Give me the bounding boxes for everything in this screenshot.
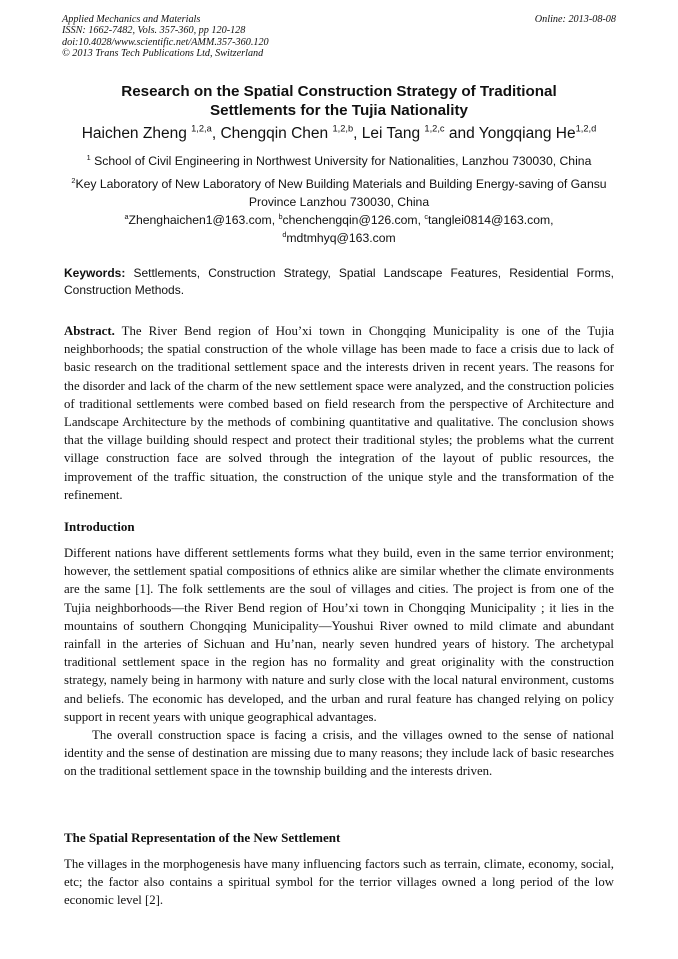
keywords-block — [64, 265, 614, 299]
email-address: mdtmhyq@163.com — [286, 230, 396, 245]
affiliation-1 — [62, 153, 616, 171]
abstract-label: Abstract. — [64, 324, 115, 338]
introduction-heading: Introduction — [64, 519, 135, 534]
title-line-2: Settlements for the Tujia Nationality — [210, 102, 468, 119]
abstract-text: The River Bend region of Hou’xi town in Chongqing Municipality is one of the Tujia neighborhoods; the spatial construction of the whole village has been made to face a crisis due to lack of basic research on the traditional settlement space and the interests driven in recent years. The reasons for the disorder and lack of the charm of the new settlement space were analyzed, and the construction policies of traditional settlements were combed based on field research from the perspective of Architecture and Landscape Architecture by the methods of combining quantitative and qualitative. The conclusion shows that the village building should respect and protect their traditional styles; the problems what the current village construction face are solved through the integration of the layout of public resources, the improvement of the traffic situation, the construction of the unique style and the transformation of the refinement. — [64, 324, 614, 502]
abstract-block — [64, 322, 614, 504]
author-superscript: 1,2,c — [424, 123, 445, 134]
affiliation-2 — [62, 176, 616, 211]
email-separator: , — [550, 213, 554, 227]
email-mark: d — [282, 229, 287, 239]
doi-line: doi:10.4028/www.scientific.net/AMM.357-360.120 — [62, 36, 269, 48]
author-separator: , — [353, 125, 362, 142]
spatial-representation-heading: The Spatial Representation of the New Settlement — [64, 830, 341, 845]
email-separator: , — [417, 213, 425, 227]
journal-name: Applied Mechanics and Materials — [62, 14, 201, 25]
author-superscript: 1,2,d — [575, 123, 597, 134]
email-mark: b — [278, 211, 283, 221]
affiliation-mark: 2 — [71, 175, 76, 185]
introduction-body — [64, 544, 614, 781]
affiliation-text: Key Laboratory of New Laboratory of New Building Materials and Building Energy-saving of Gansu Province Lanzhou 730030, China — [75, 177, 607, 209]
introduction-paragraph-1: Different nations have different settlements forms what they build, even in the same terrior environment; however, the settlement spatial compositions of ethnics alike are similar whether the climate environments are the same [1]. The folk settlements are the soul of villages and cities. The project is from one of the Tujia neighborhoods—the River Bend region of Hou’xi town in Chongqing Municipality ; it lies in the mountains of southern Chongqing Municipality—Youshui River owned to mild climate and abundant rainfall in the arteries of Sichuan and Hu’nan, nearly seven hundred years of history. The archetypal traditional settlement space in the region has no formality and great originality with the construction strategy, namely being in harmony with nature and surly close with the local natural environment, customs and beliefs. The economic has developed, and the urban and rural feature has changed relying on policy support in recent years with unique geographical advantages. — [64, 546, 614, 724]
author-separator: and — [444, 125, 479, 142]
author-name: Yongqiang He — [478, 125, 576, 142]
email-address: Zhenghaichen1@163.com — [128, 213, 272, 227]
author-emails — [62, 212, 616, 247]
affiliation-mark: 1 — [86, 152, 91, 162]
online-date: Online: 2013-08-08 — [534, 14, 616, 25]
spatial-paragraph-1: The villages in the morphogenesis have many influencing factors such as terrain, climate, economy, social, etc; the factor also contains a spiritual symbol for the terrior villages owned a long period of the low economic level [2]. — [64, 857, 614, 908]
email-mark: a — [124, 211, 129, 221]
affiliation-text: School of Civil Engineering in Northwest University for Nationalities, Lanzhou 730030, China — [90, 154, 592, 168]
journal-header — [62, 14, 616, 60]
email-mark: c — [424, 211, 428, 221]
author-name: Lei Tang — [361, 125, 425, 142]
email-separator: , — [271, 213, 279, 227]
paper-title — [62, 82, 616, 120]
email-address: tanglei0814@163.com — [428, 213, 551, 227]
author-list — [40, 125, 638, 143]
keywords-label: Keywords: — [64, 266, 126, 280]
author-name: Chengqin Chen — [220, 125, 333, 142]
issn-line: ISSN: 1662-7482, Vols. 357-360, pp 120-128 — [62, 25, 246, 37]
keywords-text: Settlements, Construction Strategy, Spatial Landscape Features, Residential Forms, Construction Methods. — [64, 266, 614, 297]
author-name: Haichen Zheng — [81, 125, 192, 142]
author-superscript: 1,2,a — [191, 123, 212, 134]
author-separator: , — [211, 125, 221, 142]
author-superscript: 1,2,b — [332, 123, 354, 134]
introduction-paragraph-2: The overall construction space is facing a crisis, and the villages owned to the sense of national identity and the sense of destination are missing due to many reasons; they include lack of basic researches on the traditional settlement space in the township building and the interests driven. — [64, 728, 614, 779]
copyright-line: © 2013 Trans Tech Publications Ltd, Switzerland — [62, 48, 264, 60]
spatial-representation-body — [64, 855, 614, 910]
title-line-1: Research on the Spatial Construction Strategy of Traditional — [121, 83, 557, 100]
email-address: chenchengqin@126.com — [282, 213, 418, 227]
